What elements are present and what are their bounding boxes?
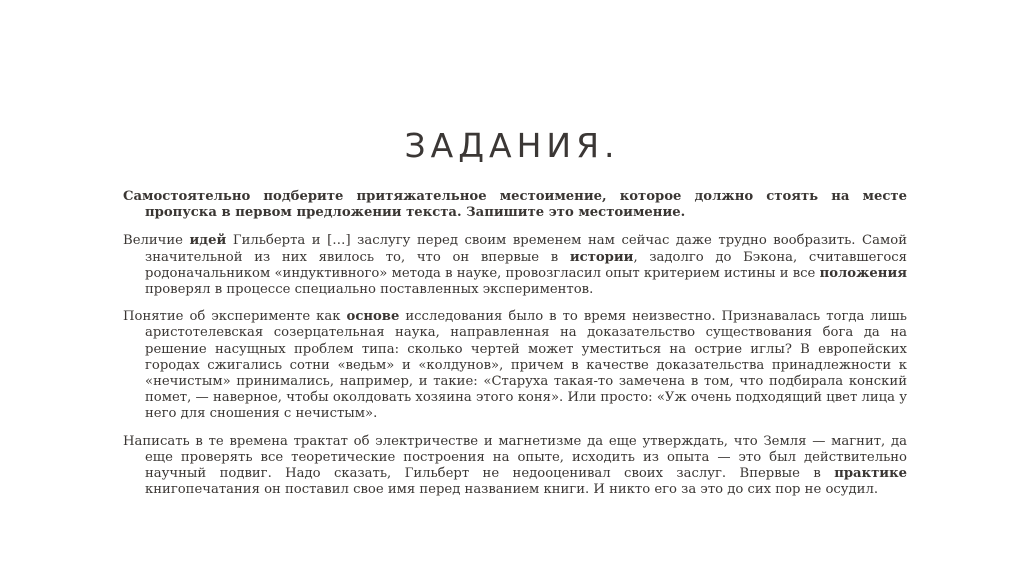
text-run: исследования было в то время неизвестно. Признавалась тогда лишь аристотелевская созерцательная наука, направленная на доказательство существования бога да на решение насущных проблем типа: сколько чертей может уместиться на острие иглы? В европейских городах сжигались сотни «ведьм» и «колдунов», причем в качестве доказательства принадлежности к «нечистым» принимались, например, и такие: «Старуха такая-то замечена в том, что подбирала конский помет, — наверное, чтобы околдовать хозяина этого коня». Или просто: «Уж очень подходящий цвет лица у него для сношения с нечистым». <box>145 309 907 422</box>
bold-keyword: положения <box>819 265 907 281</box>
text-run: Написать в те времена трактат об электричестве и магнетизме да еще утверждать, что Земля — магнит, да еще проверять все теоретические построения на опыте, исходить из опыта — это был действительно научный подвиг. Надо сказать, Гильберт не недооценивал своих заслуг. Впервые в <box>123 433 907 482</box>
text-run: книгопечатания он поставил свое имя перед названием книги. И никто его за это до сих пор не осудил. <box>145 482 879 498</box>
text-run: проверял в процессе специально поставленных экспериментов. <box>145 282 594 298</box>
text-run: Гильберта и […] заслугу перед своим временем нам сейчас даже трудно вообразить. Самой значительной из них явилось то, что он впервые в <box>145 233 907 265</box>
text-run: Понятие об эксперименте как <box>123 309 347 325</box>
text-run: Величие <box>123 233 190 249</box>
text-paragraph-3 <box>123 434 907 499</box>
bold-keyword: практике <box>834 466 907 482</box>
slide-body <box>123 189 907 509</box>
bold-keyword: идей <box>189 233 227 249</box>
slide-title: ЗАДАНИЯ. <box>404 126 620 165</box>
text-paragraph-1 <box>123 233 907 298</box>
bold-keyword: основе <box>346 309 400 325</box>
text-paragraph-2 <box>123 309 907 422</box>
text-run: , задолго до Бэкона, считавшегося родоначальником «индуктивного» метода в науке, провозгласил опыт критерием истины и все <box>145 249 908 281</box>
bold-keyword: истории <box>569 249 634 265</box>
task-instruction: Самостоятельно подберите притяжательное местоимение, которое должно стоять на месте пропуска в первом предложении текста. Запишите это местоимение. <box>123 189 907 221</box>
